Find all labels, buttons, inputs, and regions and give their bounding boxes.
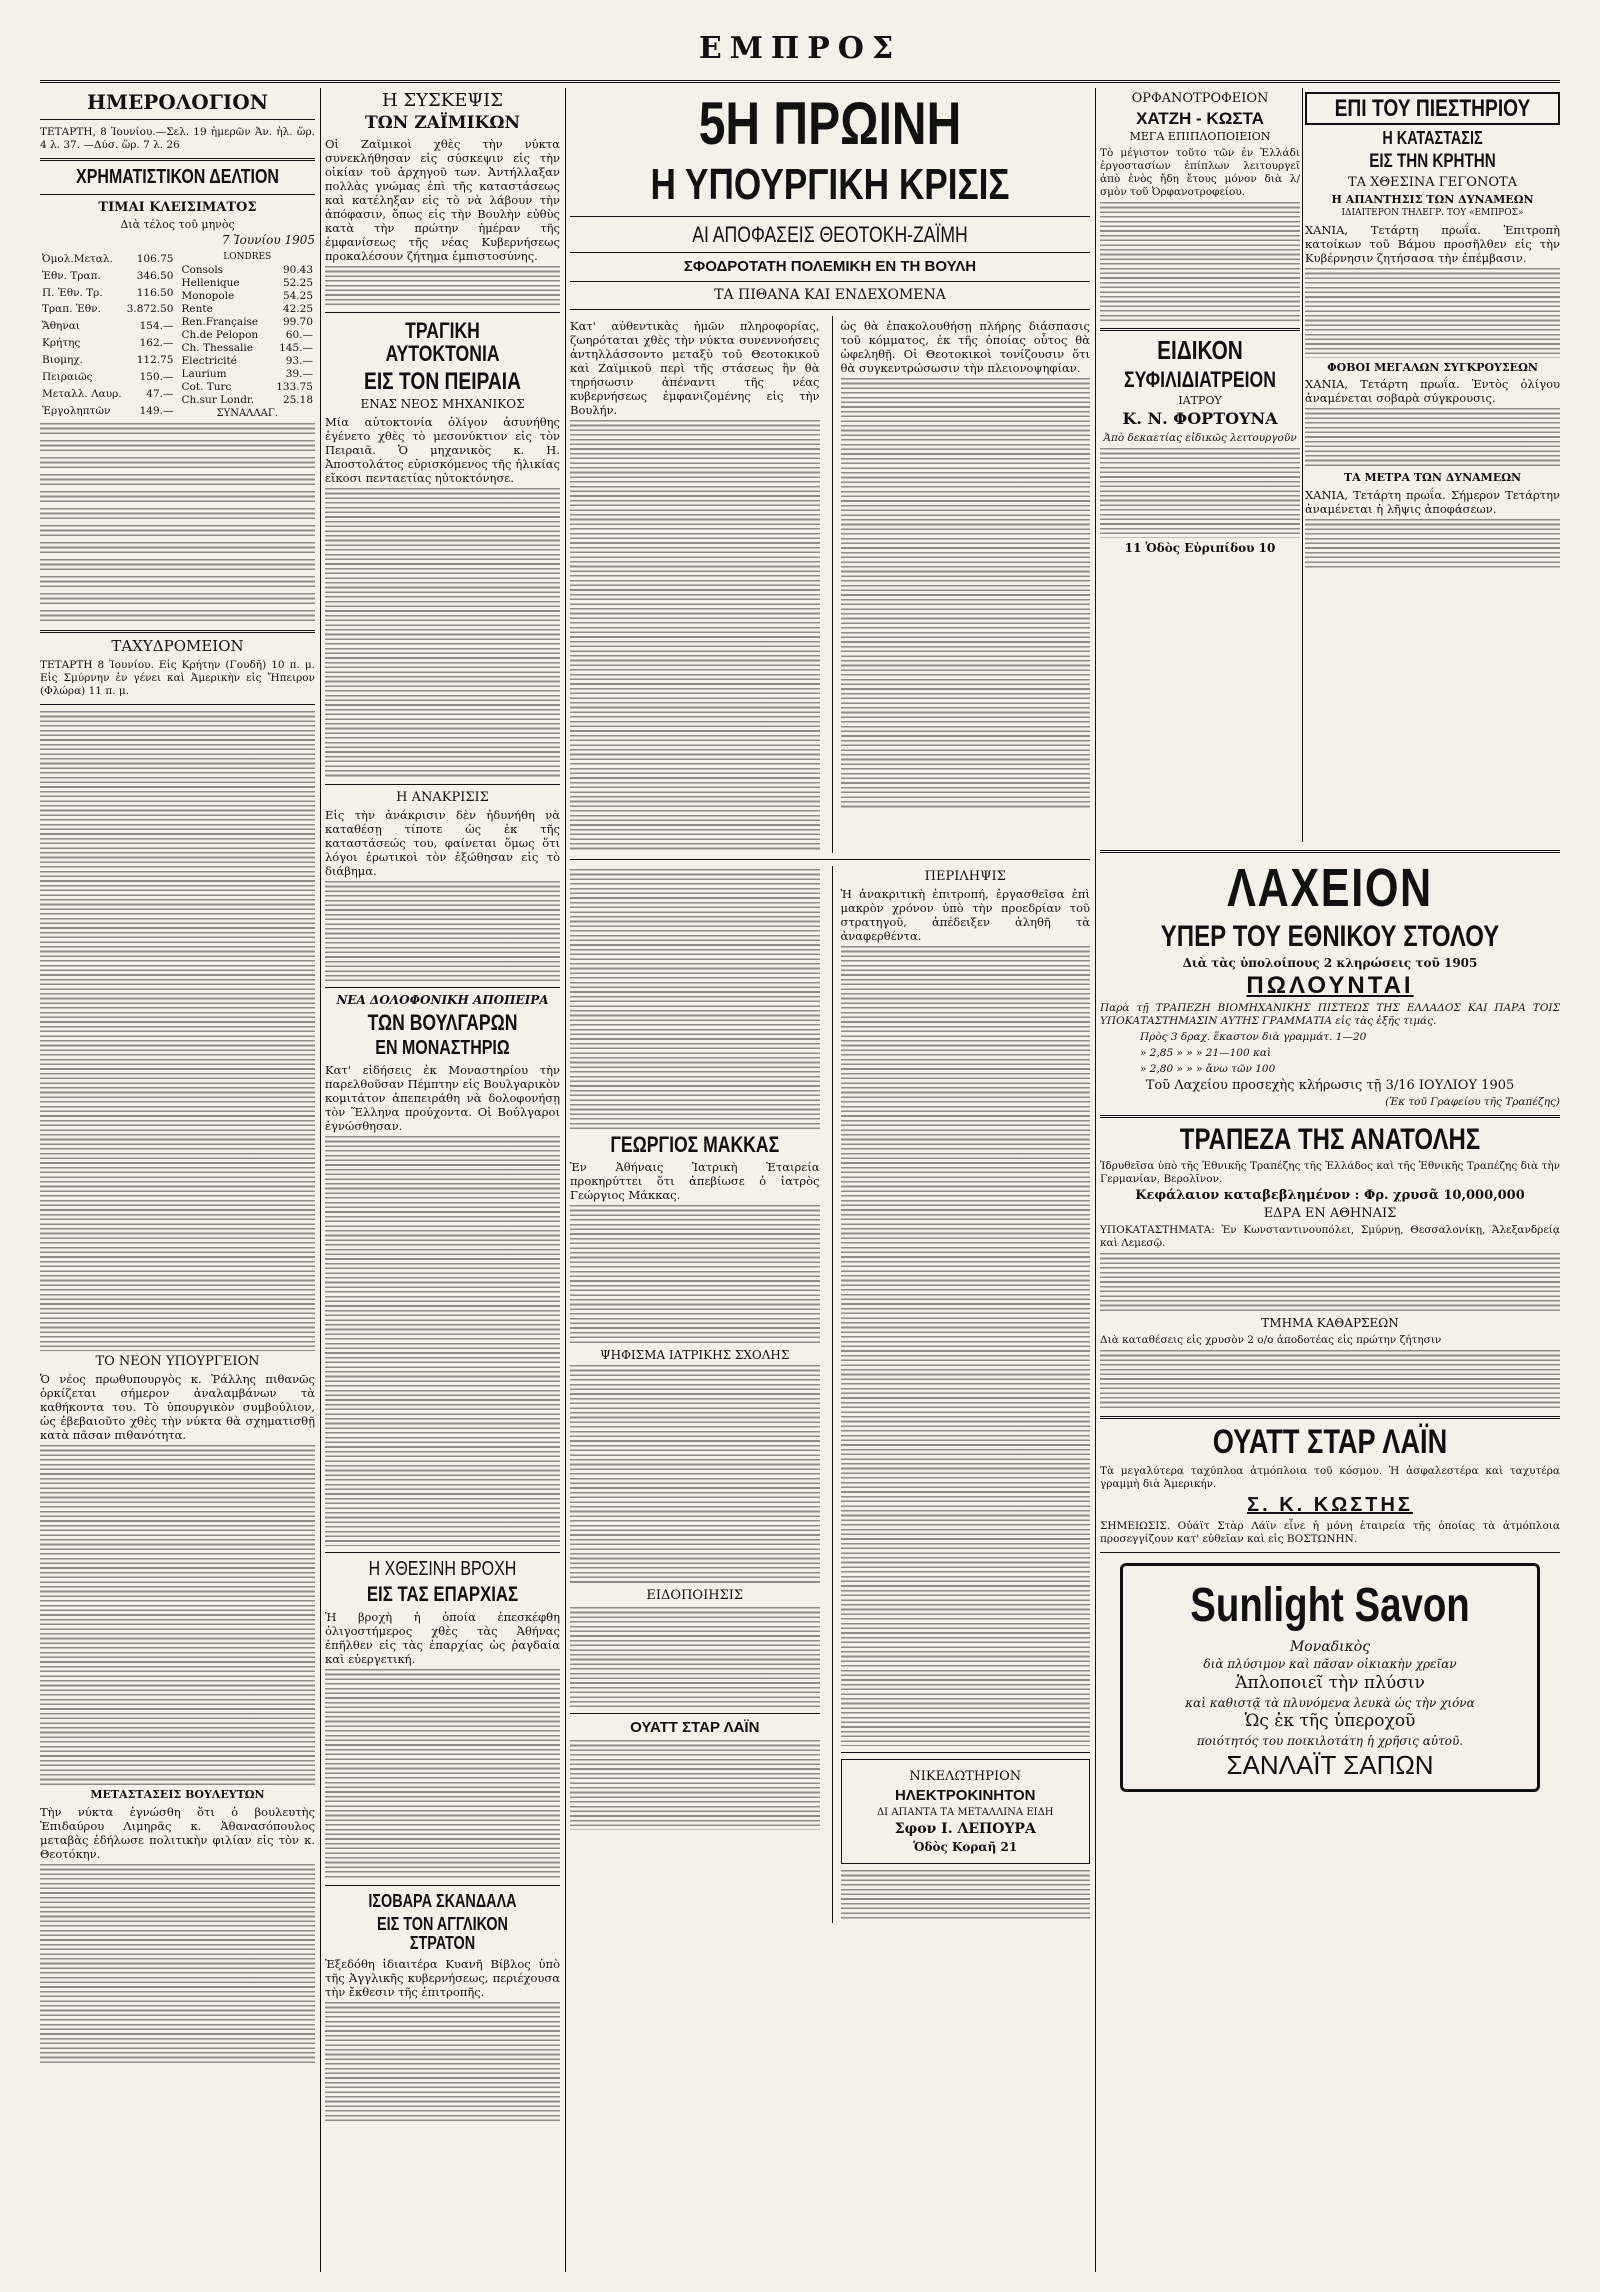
finance-subtitle: ΤΙΜΑΙ ΚΛΕΙΣΙΜΑΤΟΣ — [98, 200, 257, 215]
price-value: 150.— — [139, 370, 174, 383]
column-rule — [1095, 88, 1096, 2272]
price-value: 47.— — [146, 387, 174, 400]
price-value: 54.25 — [282, 289, 313, 302]
crete-heading-3: ΕΙΣ ΤΗΝ ΚΡΗΤΗΝ — [1369, 151, 1496, 173]
price-name: Ch.de Pelopon — [181, 328, 259, 341]
price-name: Βιομηχ. — [42, 354, 83, 367]
price-table-left — [40, 251, 176, 420]
price-name: Ren.Française — [181, 315, 259, 328]
price-row — [180, 355, 316, 368]
price-name: Ch. Thessalie — [181, 341, 253, 354]
heading-rain-2: ΕΙΣ ΤΑΣ ΕΠΑΡΧΙΑΣ — [366, 1583, 519, 1607]
price-row — [180, 303, 316, 316]
orphanage-title: ΟΡΦΑΝΟΤΡΟΦΕΙΟΝ — [1131, 91, 1269, 106]
price-row — [40, 335, 176, 352]
soap-tag-3: Ἁπλοποιεῖ τὴν πλύσιν — [1235, 1672, 1425, 1693]
nickel-title: ΝΙΚΕΛΩΤΗΡΙΟΝ — [909, 1769, 1022, 1785]
london-label: LONDRES — [223, 251, 272, 262]
synallag-label: ΣΥΝΑΛΛΑΓ. — [216, 407, 278, 419]
soap-tag-1: Μοναδικὸς — [1289, 1638, 1371, 1655]
lottery-price-1: Πρὸς 3 δραχ. ἕκαστον διὰ γραμμάτ. 1—20 — [1140, 1031, 1367, 1044]
price-value: 162.— — [139, 337, 174, 350]
new-ministry-text: Ὁ νέος πρωθυπουργὸς κ. Ῥάλλης πιθανῶς ὁρκίζεται σήμερον ἀναλαμβάνων τὰ καθήκοντα του. Τὸ ὑπουργικὸν συμβούλιον, ὡς ἐβεβαιοῦτο χθὲς τὴν νύκτα θὰ σχηματισθῇ κατὰ πᾶσαν πιθανότητα. — [40, 1372, 315, 1443]
price-value: 93.— — [285, 354, 313, 367]
heading-suicide: ΤΡΑΓΙΚΗ ΑΥΤΟΚΤΟΝΙΑ — [385, 317, 500, 366]
price-row — [40, 285, 176, 302]
column-rule — [1302, 88, 1303, 842]
main-subhead-3: ΤΑ ΠΙΘΑΝΑ ΚΑΙ ΕΝΔΕΧΟΜΕΝΑ — [714, 286, 946, 303]
crete-heading-4: ΤΑ ΧΘΕΣΙΝΑ ΓΕΓΟΝΟΤΑ — [1347, 175, 1518, 191]
price-value: 99.70 — [282, 315, 313, 328]
main-headline: Η ΥΠΟΥΡΓΙΚΗ ΚΡΙΣΙΣ — [650, 160, 1010, 209]
lottery-draw: Τοῦ Λαχείου προσεχὴς κλήρωσις τῇ 3/16 ΙΟΥΛΙΟΥ 1905 — [1145, 1078, 1515, 1094]
soap-name-greek: ΣΑΝΛΑΪΤ ΣΑΠΩΝ — [1226, 1749, 1434, 1780]
crete-heading-2: Η ΚΑΤΑΣΤΑΣΙΣ — [1382, 128, 1483, 149]
nickel-title-2: ΗΛΕΚΤΡΟΚΙΝΗΤΟΝ — [894, 1786, 1036, 1804]
price-value: 112.75 — [136, 354, 174, 367]
price-row — [40, 386, 176, 403]
column-crete — [1305, 88, 1560, 842]
calendar-title: ΗΜΕΡΟΛΟΓΙΟΝ — [87, 90, 268, 114]
price-name: Laurium — [181, 367, 227, 380]
lottery-sale: ΠΩΛΟΥΝΤΑΙ — [1246, 972, 1414, 1000]
main-lead-left: Κατ' αὐθεντικὰς ἡμῶν πληροφορίας, ζωηρόταται χθὲς τὴν νύκτα συνεννοήσεις ἀντηλλάσσοντο μεταξὺ τοῦ Θεοτοκικοῦ καὶ Ζαϊμικοῦ περὶ τῆς στάσεως ἣν θὰ τηρήσωσιν ἀπέναντι τῆς νέας κυβερνήσεως ἐμφανιζομένης εἰς τὴν Βουλήν. — [570, 318, 820, 417]
heading-suicide-3: ΕΝΑΣ ΝΕΟΣ ΜΗΧΑΝΙΚΟΣ — [360, 397, 525, 412]
sunlight-soap-ad — [1120, 1563, 1540, 1792]
heading-makkas: ΓΕΩΡΓΙΟΣ ΜΑΚΚΑΣ — [610, 1131, 780, 1157]
makkas-text: Ἐν Ἀθήναις Ἰατρικὴ Ἑταιρεία προκηρύττει ὅτι ἀπεβίωσε ὁ ἰατρὸς Γεώργιος Μάκκας. — [570, 1159, 820, 1202]
soap-tag-6: ποιότητός του ποικιλοτάτη ἡ χρῆσις αὐτοῦ. — [1196, 1734, 1464, 1749]
suicide-text: Μία αὐτοκτονία ὀλίγον ἀσυνήθης ἐγένετο χθὲς τὸ μεσονύκτιον εἰς τὸν Πειραιᾶ. Ὁ μηχανικὸς κ. Η. Ἀποστολάτος εὑρισκόμενος τῆς ἡλικίας εἴκοσι πενταετίας ηὐτοκτόνησε. — [325, 414, 560, 485]
price-value: 116.50 — [136, 286, 174, 299]
lottery-ad — [1100, 859, 1560, 1109]
clinic-title-2: ΣΥΦΙΛΙΔΙΑΤΡΕΙΟΝ — [1124, 367, 1276, 393]
price-name: Π. Ἐθν. Τρ. — [42, 286, 103, 299]
price-name: Μεταλλ. Λαυρ. — [42, 387, 122, 400]
price-row — [180, 277, 316, 290]
price-row — [40, 403, 176, 420]
transfers-text: Τὴν νύκτα ἐγνώσθη ὅτι ὁ βουλευτὴς Ἐπιδαύρου Λιμηρᾶς κ. Ἀθανασόπουλος μεταβὰς ἐδήλωσε πολιτικὴν φιλίαν εἰς τὸν κ. Θεοτόκην. — [40, 1804, 315, 1861]
price-row — [180, 329, 316, 342]
clinic-address: 11 Ὁδὸς Εὐριπίδου 10 — [1124, 540, 1276, 555]
price-name: Electricité — [181, 354, 237, 367]
soap-brand: Sunlight Savon — [1190, 1578, 1470, 1632]
bank-branches: ΥΠΟΚΑΤΑΣΤΗΜΑΤΑ: Ἐν Κωνσταντινουπόλει, Σμύρνῃ, Θεσσαλονίκῃ, Ἀλεξανδρείᾳ καὶ Λεμεσῷ. — [1100, 1224, 1560, 1250]
heading-star-line-small: ΟΥΑΤΤ ΣΤΑΡ ΛΑΪΝ — [630, 1718, 760, 1736]
heading-notice: ΕΙΔΟΠΟΙΗΣΙΣ — [646, 1588, 744, 1604]
price-row — [40, 352, 176, 369]
star-line-note: ΣΗΜΕΙΩΣΙΣ. Οὐάϊτ Στὰρ Λάϊν εἶνε ἡ μόνη ἑταιρεία τῆς ὁποίας τὰ ἀτμόπλοια προσεγγίζουν κατ' εὐθεῖαν καὶ εἰς ΒΟΣΤΩΝΗΝ. — [1100, 1519, 1560, 1545]
price-value: 3.872.50 — [126, 303, 174, 316]
price-row — [180, 394, 316, 407]
price-row — [40, 369, 176, 386]
heading-bulgarians: ΝΕΑ ΔΟΛΟΦΟΝΙΚΗ ΑΠΟΠΕΙΡΑ — [336, 993, 549, 1008]
crete-heading-6: ΙΔΙΑΙΤΕΡΟΝ ΤΗΛΕΓΡ. ΤΟΥ «ΕΜΠΡΟΣ» — [1341, 208, 1524, 219]
column-rule — [320, 88, 321, 2272]
main-subhead-1: ΑΙ ΑΠΟΦΑΣΕΙΣ ΘΕΟΤΟΚΗ-ΖΑΪΜΗ — [692, 222, 968, 247]
price-value: 52.25 — [282, 276, 313, 289]
bank-deposits-title: ΤΜΗΜΑ ΚΑΘΑΡΣΕΩΝ — [1261, 1316, 1399, 1331]
price-row — [40, 318, 176, 335]
heading-bulgarians-2: ΤΩΝ ΒΟΥΛΓΑΡΩΝ — [367, 1009, 518, 1035]
price-row — [180, 290, 316, 303]
price-row — [180, 316, 316, 329]
nickel-address: Ὁδὸς Κοραῆ 21 — [913, 1839, 1018, 1854]
main-lead — [570, 316, 1090, 853]
price-row — [40, 301, 176, 318]
price-value: 145.— — [279, 341, 313, 354]
bank-capital: Κεφάλαιον καταβεβλημένον : Φρ. χρυσᾶ 10,000,000 — [1135, 1187, 1525, 1203]
nickel-owner: Σφον Ι. ΛΕΠΟΥΡΑ — [894, 1821, 1036, 1838]
price-value: 42.25 — [282, 302, 313, 315]
lottery-text: Παρὰ τῇ ΤΡΑΠΕΖΗ ΒΙΟΜΗΧΑΝΙΚΗΣ ΠΙΣΤΕΩΣ ΤΗΣ ΕΛΛΑΔΟΣ ΚΑΙ ΠΑΡΑ ΤΟΙΣ ΥΠΟΚΑΤΑΣΤΗΜΑΣΙΝ ΑΥΤΗΣ ΓΡΑΜΜΑΤΙΑ εἰς τὰς ἑξῆς τιμάς. — [1100, 1002, 1560, 1028]
price-value: 346.50 — [136, 269, 174, 282]
price-name: Monopole — [181, 289, 235, 302]
soap-tag-5: Ὡς ἐκ τῆς ὑπεροχοῦ — [1244, 1711, 1416, 1732]
calendar-text: ΤΕΤΑΡΤΗ, 8 Ἰουνίου.—Σελ. 19 ἡμερῶν Ἀν. ἡλ. ὥρ. 4 λ. 37. —Δύσ. ὥρ. 7 λ. 26 — [40, 126, 315, 151]
price-name: Ch.sur Londr. — [181, 393, 255, 406]
crete-heading-8: ΤΑ ΜΕΤΡΑ ΤΩΝ ΔΥΝΑΜΕΩΝ — [1343, 471, 1522, 485]
star-line-text: Τὰ μεγαλύτερα ταχύπλοα ἀτμόπλοια τοῦ κόσμου. Ἡ ἀσφαλεστέρα καὶ ταχυτέρα γραμμὴ διὰ Ἀμερικήν. — [1100, 1464, 1560, 1490]
post-title: ΤΑΧΥΔΡΟΜΕΙΟΝ — [111, 636, 244, 655]
lottery-subtitle: ΥΠΕΡ ΤΟΥ ΕΘΝΙΚΟΥ ΣΤΟΛΟΥ — [1160, 920, 1500, 953]
price-name: Ἐθν. Τραπ. — [42, 269, 101, 282]
price-table-right — [180, 251, 316, 420]
finance-subtitle-2: Διὰ τέλος τοῦ μηνὸς — [120, 217, 235, 231]
lottery-price-2: » 2,85 » » » 21—100 καὶ — [1140, 1047, 1272, 1060]
price-value: 106.75 — [136, 252, 174, 265]
finance-date: 7 Ἰουνίου 1905 — [221, 233, 315, 248]
price-row — [180, 342, 316, 355]
price-value: 60.— — [285, 328, 313, 341]
lottery-source: (Ἐκ τοῦ Γραφείου τῆς Τραπέζης) — [1385, 1096, 1560, 1109]
bank-seat: ΕΔΡΑ ΕΝ ΑΘΗΝΑΙΣ — [1263, 1205, 1397, 1221]
lottery-note: Διὰ τὰς ὑπολοίπους 2 κληρώσεις τοῦ 1905 — [1182, 955, 1478, 970]
heading-scandals-2: ΕΙΣ ΤΟΝ ΑΓΓΛΙΚΟΝ ΣΤΡΑΤΟΝ — [377, 1913, 508, 1953]
bank-title: ΤΡΑΠΕΖΑ ΤΗΣ ΑΝΑΤΟΛΗΣ — [1179, 1123, 1481, 1157]
main-kicker: 5Η ΠΡΩΙΝΗ — [698, 90, 962, 157]
orphanage-title-3: ΜΕΓΑ ΕΠΙΠΛΟΠΟΙΕΙΟΝ — [1129, 130, 1271, 144]
heading-summary: ΠΕΡΙΛΗΨΙΣ — [924, 868, 1006, 884]
ads-block — [1100, 850, 1560, 2270]
price-row — [40, 268, 176, 285]
price-name: Πειραιῶς — [42, 370, 93, 383]
nickel-title-3: ΔΙ ΑΠΑΝΤΑ ΤΑ ΜΕΤΑΛΛΙΝΑ ΕΙΔΗ — [876, 1806, 1054, 1818]
price-name: Consols — [181, 263, 224, 276]
price-name: Κρήτης — [42, 337, 81, 350]
bank-ad — [1100, 1124, 1560, 1410]
crete-heading-1: ΕΠΙ ΤΟΥ ΠΙΕΣΤΗΡΙΟΥ — [1305, 92, 1560, 125]
crete-text-3: ΧΑΝΙΑ, Τετάρτη πρωΐα. Σήμερον Τετάρτην ἀναμένεται ἡ λῆψις ἀποφάσεων. — [1305, 487, 1560, 516]
bank-founded: Ἱδρυθεῖσα ὑπὸ τῆς Ἐθνικῆς Τραπέζης τῆς Ἑλλάδος καὶ τῆς Ἐθνικῆς Τραπέζης διὰ τὴν Γερμανίαν, Βερολῖνον. — [1100, 1159, 1560, 1185]
clinic-doctor-label: ΙΑΤΡΟΥ — [1178, 394, 1222, 408]
clinic-doctor: Κ. Ν. ΦΟΡΤΟΥΝΑ — [1122, 408, 1278, 428]
crete-heading-7: ΦΟΒΟΙ ΜΕΓΑΛΩΝ ΣΥΓΚΡΟΥΣΕΩΝ — [1327, 360, 1538, 374]
heading-meeting: Η ΣΥΣΚΕΨΙΣ — [382, 90, 503, 111]
star-line-title: ΟΥΑΤΤ ΣΤΑΡ ΛΑΪΝ — [1212, 1423, 1448, 1462]
price-row — [180, 264, 316, 277]
star-line-ad — [1100, 1425, 1560, 1546]
column-rule — [565, 88, 566, 2272]
post-text: ΤΕΤΑΡΤΗ 8 Ἰουνίου. Εἰς Κρήτην (Γουδῆ) 10 π. μ. Εἰς Σμύρνην ἐν γένει καὶ Ἀμερικὴν εἰς Ἤπειρον (Φλώρα) 11 π. μ. — [40, 658, 315, 697]
price-name: Τραπ. Ἐθν. — [42, 303, 101, 316]
price-name: Hellenique — [181, 276, 240, 289]
heading-decree: ΨΗΦΙΣΜΑ ΙΑΤΡΙΚΗΣ ΣΧΟΛΗΣ — [600, 1347, 790, 1362]
price-row — [180, 368, 316, 381]
heading-inquiry: Η ΑΝΑΚΡΙΣΙΣ — [396, 789, 489, 805]
heading-meeting-2: ΤΩΝ ΖΑΪΜΙΚΩΝ — [364, 112, 520, 133]
price-value: 154.— — [139, 320, 174, 333]
nickel-ad — [841, 1759, 1091, 1864]
inquiry-text: Εἰς τὴν ἀνάκρισιν δὲν ἠδυνήθη νὰ καταθέσῃ τίποτε ὡς ἐκ τῆς καταστάσεώς του, φαίνεται ὅμως ὅτι λόγοι ἐρωτικοὶ τὸν ἐξώθησαν εἰς τὸ διάβημα. — [325, 808, 560, 879]
crete-text-1: ΧΑΝΙΑ, Τετάρτη πρωΐα. Ἐπιτροπὴ κατοίκων τοῦ Βάμου προσῆλθεν εἰς τὴν Κυβέρνησιν ζητήσασα τὴν ἐπέμβασιν. — [1305, 222, 1560, 265]
soap-tag-4: καὶ καθιστᾷ τὰ πλυνόμενα λευκὰ ὡς τὴν χιόνα — [1185, 1695, 1475, 1710]
column-news-left — [325, 88, 560, 2272]
price-value: 133.75 — [276, 380, 313, 393]
price-value: 149.— — [139, 404, 174, 417]
rain-text: Ἡ βροχὴ ἡ ὁποία ἐπεσκέφθη ὀλιγοστήμερος χθὲς τὰς Ἀθήνας ἐπῆλθεν εἰς τὰς ἐπαρχίας ὡς ῥαγδαία καὶ εὐεργετική. — [325, 1610, 560, 1667]
masthead — [40, 20, 1560, 83]
price-name: Ἐργοληπτῶν — [42, 404, 111, 417]
summary-text: Ἡ ἀνακριτικὴ ἐπιτροπή, ἐργασθεῖσα ἐπὶ μακρὸν χρόνον ὑπὸ τὴν προεδρίαν τοῦ στρατηγοῦ, ἀπέδειξεν ἀληθῆ τὰ ἀναφερθέντα. — [840, 887, 1090, 944]
star-line-agent: Σ. Κ. ΚΩΣΤΗΣ — [1247, 1493, 1413, 1516]
transfers-title: ΜΕΤΑΣΤΑΣΕΙΣ ΒΟΥΛΕΥΤΩΝ — [90, 1788, 265, 1802]
price-row — [180, 381, 316, 394]
soap-tag-2: διὰ πλύσιμον καὶ πᾶσαν οἰκιακὴν χρεῖαν — [1203, 1657, 1457, 1672]
clinic-note: Ἀπὸ δεκαετίας εἰδικῶς λειτουργοῦν — [1103, 431, 1297, 444]
column-calendar-finance — [40, 88, 315, 2272]
main-lower — [570, 866, 1090, 1924]
crete-text-2: ΧΑΝΙΑ, Τετάρτη πρωΐα. Ἐντὸς ὀλίγου ἀναμένεται σοβαρὰ σύγκρουσις. — [1305, 377, 1560, 406]
price-name: Ἄθηναι — [42, 320, 80, 333]
price-value: 25.18 — [282, 393, 313, 406]
price-name: Cot. Turc — [181, 380, 232, 393]
scandals-text: Ἐξεδόθη ἰδιαιτέρα Κυανῆ Βίβλος ὑπὸ τῆς Ἀγγλικῆς κυβερνήσεως, περιέχουσα τὴν ἔκθεσιν τῆς ἐπιτροπῆς. — [325, 1956, 560, 1999]
heading-bulgarians-3: ΕΝ ΜΟΝΑΣΤΗΡΙΩ — [375, 1037, 510, 1060]
price-row — [40, 251, 176, 268]
lottery-title: ΛΑΧΕΙΟΝ — [1227, 858, 1433, 918]
heading-rain: Η ΧΘΕΣΙΝΗ ΒΡΟΧΗ — [368, 1558, 517, 1581]
price-name: Rente — [181, 302, 213, 315]
new-ministry-title: ΤΟ ΝΕΟΝ ΥΠΟΥΡΓΕΙΟΝ — [95, 1353, 260, 1369]
price-table — [40, 251, 315, 420]
heading-suicide-2: ΕΙΣ ΤΟΝ ΠΕΙΡΑΙΑ — [364, 367, 521, 395]
clinic-title: ΕΙΔΙΚΟΝ — [1157, 335, 1243, 366]
main-subhead-2: ΣΦΟΔΡΟΤΑΤΗ ΠΟΛΕΜΙΚΗ ΕΝ ΤΗ ΒΟΥΛΗ — [683, 258, 977, 276]
heading-scandals: ΙΣΟΒΑΡΑ ΣΚΑΝΔΑΛΑ — [368, 1891, 517, 1912]
paper-title: ΕΜΠΡΟΣ — [698, 31, 902, 66]
meeting-text: Οἱ Ζαϊμικοὶ χθὲς τὴν νύκτα συνεκλήθησαν εἰς σύσκεψιν εἰς τὴν οἰκίαν τοῦ ἀρχηγοῦ των. Ἀντήλλαξαν πολλὰς γνώμας ἐπὶ τῆς καταστάσεως καὶ κατέληξαν εἰς τὸ νὰ λάβουν τὴν ἀπόφασιν, ὅπως εἰς τὴν Βουλὴν εὐθὺς κατὰ τὴν πρώτην ἡμέραν τῆς ἐμφανίσεως τῆς νέας Κυβερνήσεως προκαλέσουν ζήτημα ἐμπιστοσύνης. — [325, 136, 560, 263]
bank-deposits: Διὰ καταθέσεις εἰς χρυσὸν 2 ο/ο ἀποδοτέας εἰς πρώτην ζήτησιν — [1100, 1334, 1442, 1347]
price-value: 90.43 — [282, 263, 313, 276]
orphanage-text: Τὸ μέγιστον τοῦτο τῶν ἐν Ἑλλάδι ἐργοστασίων ἐπίπλων λειτουργεῖ ἀπὸ ἐνὸς ἤδη ἔτους μόνον διὰ λ/σμὸν τοῦ Ὀρφανοτροφείου. — [1100, 147, 1300, 199]
main-lead-right: ὡς θὰ ἐπακολουθήσῃ πλήρης διάσπασις τοῦ κόμματος, ἐκ τῆς ὁποίας οὗτος θὰ ὠφεληθῇ. Οἱ Θεοτοκικοὶ τονίζουσιν ὅτι θὰ συγκεντρώσωσιν τὴν πλειονοψηφίαν. — [840, 318, 1090, 375]
column-main-story — [570, 88, 1090, 2272]
lottery-price-3: » 2,80 » » » ἄνω τῶν 100 — [1140, 1063, 1276, 1076]
column-ads — [1100, 88, 1300, 842]
price-value: 39.— — [285, 367, 313, 380]
crete-heading-5: Η ΑΠΑΝΤΗΣΙΣ ΤΩΝ ΔΥΝΑΜΕΩΝ — [1331, 192, 1534, 206]
finance-title: ΧΡΗΜΑΤΙΣΤΙΚΟΝ ΔΕΛΤΙΟΝ — [76, 166, 279, 188]
orphanage-title-2: ΧΑΤΖΗ - ΚΩΣΤΑ — [1136, 108, 1264, 128]
bulgarians-text: Κατ' εἰδήσεις ἐκ Μοναστηρίου τὴν παρελθοῦσαν Πέμπτην εἰς Βουλγαρικὸν κομιτάτον ἀπεπειράθη νὰ δολοφονήσῃ τὸν Ἕλληνα προύχοντα. Οἱ Βούλγαροι ἐγνώσθησαν. — [325, 1063, 560, 1134]
price-name: Ὀμολ.Μεταλ. — [42, 252, 113, 265]
